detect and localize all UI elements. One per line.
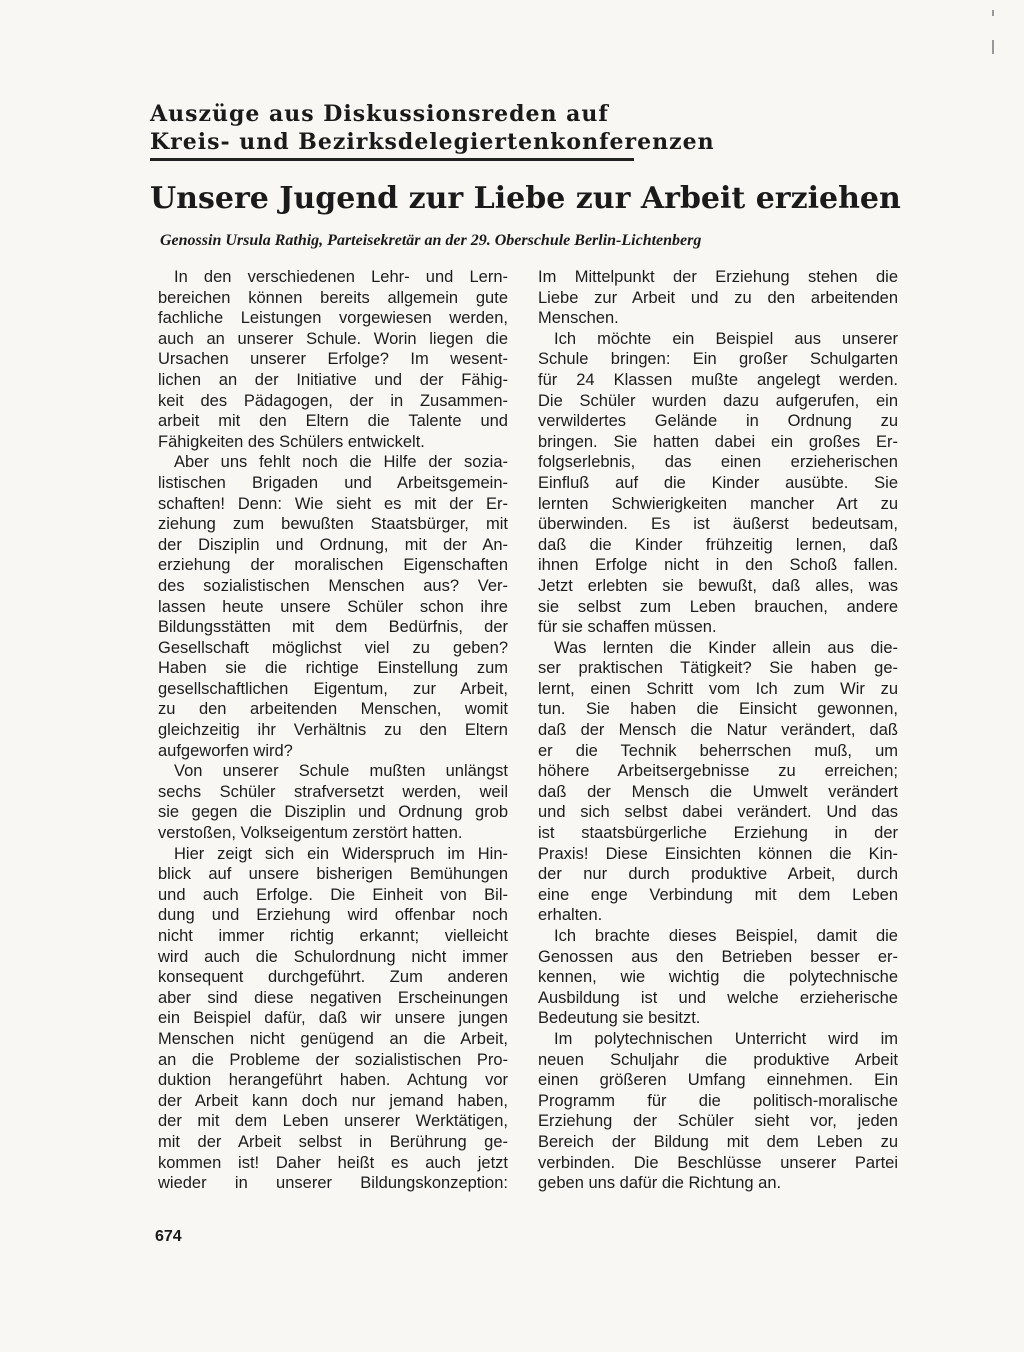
text-line: Schule bringen: Ein großer Schulgarten: [538, 350, 898, 369]
text-line: Bedeutung sie besitzt.: [538, 1009, 701, 1028]
text-line: Ich brachte dieses Beispiel, damit die: [554, 927, 898, 945]
text-line: Was lernten die Kinder allein aus die-: [554, 638, 898, 657]
text-line: sechs Schüler strafversetzt werden, weil: [158, 782, 508, 801]
text-line: eine enge Verbindung mit dem Leben: [538, 885, 898, 904]
text-line: lernt, einen Schritt vom Ich zum Wir zu: [538, 679, 898, 698]
text-line: Menschen.: [538, 309, 619, 328]
text-line: einen größeren Umfang einnehmen. Ein: [538, 1071, 898, 1090]
text-line: geben uns dafür die Richtung an.: [538, 1174, 782, 1193]
text-line: blick auf unsere bisherigen Bemühungen: [158, 865, 508, 884]
text-line: Bildungsstätten mit dem Bedürfnis, der: [158, 618, 508, 637]
text-line: erziehung der moralischen Eigenschaften: [158, 556, 508, 575]
text-line: tun. Sie haben die Einsicht gewonnen,: [538, 700, 898, 719]
section-title-line-2: Kreis- und Bezirksdelegiertenkonferenzen: [150, 129, 715, 155]
text-line: Genossen aus den Betrieben besser er-: [538, 947, 898, 966]
article-headline: Unsere Jugend zur Liebe zur Arbeit erziehen: [150, 181, 901, 216]
text-line: Menschen nicht genügend an die Arbeit,: [158, 1029, 508, 1048]
text-line: der mit dem Leben unserer Werktätigen,: [158, 1112, 508, 1131]
text-line: duktion herangeführt haben. Achtung vor: [158, 1071, 508, 1090]
text-line: und sich selbst dabei verändert. Und das: [538, 803, 898, 822]
text-line: arbeit mit den Eltern die Talente und: [158, 412, 508, 431]
text-line: verbinden. Die Beschlüsse unserer Partei: [538, 1153, 898, 1172]
text-line: für 24 Klassen mußte angelegt werden.: [538, 370, 898, 389]
text-line: lernten Schwierigkeiten mancher Art zu: [538, 494, 898, 513]
text-line: Bereich der Bildung mit dem Leben zu: [538, 1132, 898, 1151]
text-line: Programm für die politisch-moralische: [538, 1091, 898, 1110]
text-line: bringen. Sie hatten dabei ein großes Er-: [538, 432, 898, 451]
scan-mark: [992, 40, 994, 54]
text-line: mit der Arbeit selbst in Berührung ge-: [158, 1132, 508, 1151]
text-line: höhere Arbeitsergebnisse zu erreichen;: [538, 762, 898, 781]
text-line: neuen Schuljahr die produktive Arbeit: [538, 1050, 898, 1069]
text-line: verstoßen, Volkseigentum zerstört hatten.: [158, 824, 463, 843]
text-line: daß der Mensch die Natur verändert, daß: [538, 721, 898, 740]
text-line: Liebe zur Arbeit und zu den arbeitenden: [538, 288, 898, 307]
left-text-column: [158, 267, 508, 1194]
text-line: sie selbst zum Leben brauchen, andere: [538, 597, 898, 616]
text-line: ist staatsbürgerliche Erziehung in der: [538, 824, 898, 843]
text-line: ein Beispiel dafür, daß wir unsere jungen: [158, 1009, 508, 1028]
text-line: ziehung zum bewußten Staatsbürger, mit: [158, 515, 508, 534]
text-line: Ursachen unserer Erfolge? Im wesent-: [158, 350, 508, 369]
text-line: Einfluß auf die Kinder ausübte. Sie: [538, 473, 898, 492]
text-line: listischen Brigaden und Arbeitsgemein-: [158, 473, 508, 492]
text-line: wieder in unserer Bildungskonzeption:: [158, 1174, 508, 1193]
text-line: daß der Mensch die Umwelt verändert: [538, 782, 898, 801]
text-line: dung und Erziehung wird offenbar noch: [158, 906, 508, 925]
text-line: Im Mittelpunkt der Erziehung stehen die: [538, 268, 898, 286]
text-line: konsequent durchgeführt. Zum anderen: [158, 968, 508, 987]
text-line: daß die Kinder frühzeitig lernen, daß: [538, 535, 898, 554]
text-line: erhalten.: [538, 906, 603, 925]
text-line: auch an unserer Schule. Worin liegen die: [158, 329, 508, 348]
text-line: aufgeworfen wird?: [158, 741, 293, 760]
text-line: kennen, wie wichtig die polytechnische: [538, 968, 898, 987]
right-text-column: [538, 267, 898, 1194]
text-line: der nur durch produktive Arbeit, durch: [538, 865, 898, 884]
text-line: fachliche Leistungen vorgewiesen werden,: [158, 309, 508, 328]
text-line: Gesellschaft möglichst viel zu geben?: [158, 638, 508, 657]
text-line: Im polytechnischen Unterricht wird im: [554, 1029, 898, 1048]
text-line: zu den arbeitenden Menschen, womit: [158, 700, 508, 719]
text-line: Von unserer Schule mußten unlängst: [174, 762, 508, 781]
text-line: bereichen können bereits allgemein gute: [158, 288, 508, 307]
text-line: überwinden. Es ist äußerst bedeutsam,: [538, 515, 898, 534]
text-line: ser praktischen Tätigkeit? Sie haben ge-: [538, 659, 898, 678]
text-line: Fähigkeiten des Schülers entwickelt.: [158, 432, 425, 451]
page-number: 674: [155, 1228, 182, 1245]
article-byline: Genossin Ursula Rathig, Parteisekretär an der 29. Oberschule Berlin-Lichtenberg: [160, 232, 702, 249]
section-title: [150, 100, 715, 156]
text-line: Ich möchte ein Beispiel aus unserer: [554, 329, 898, 348]
text-line: nicht immer richtig erkannt; vielleicht: [158, 927, 508, 945]
text-line: an die Probleme der sozialistischen Pro-: [158, 1050, 508, 1069]
text-line: Haben sie die richtige Einstellung zum: [158, 659, 508, 678]
text-line: der Disziplin und Ordnung, mit der An-: [158, 535, 508, 554]
text-line: der Arbeit kann doch nur jemand haben,: [158, 1091, 508, 1110]
text-line: Jetzt erlebten sie bewußt, daß alles, was: [538, 576, 898, 595]
text-line: ihnen Erfolge nicht in den Schoß fallen.: [538, 556, 898, 575]
text-line: Die Schüler wurden dazu aufgerufen, ein: [538, 391, 898, 410]
text-line: schaften! Denn: Wie sieht es mit der Er-: [158, 494, 508, 513]
text-line: In den verschiedenen Lehr- und Lern-: [174, 268, 508, 286]
text-line: lassen heute unsere Schüler schon ihre: [158, 597, 508, 616]
text-line: keit des Pädagogen, der in Zusammen-: [158, 391, 508, 410]
text-line: des sozialistischen Menschen aus? Ver-: [158, 576, 508, 595]
text-line: aber sind diese negativen Erscheinungen: [158, 988, 508, 1007]
text-line: kommen ist! Daher heißt es auch jetzt: [158, 1153, 508, 1172]
section-divider: [150, 158, 634, 161]
text-line: sie gegen die Disziplin und Ordnung grob: [158, 803, 508, 822]
text-line: er die Technik beherrschen muß, um: [538, 741, 898, 760]
text-line: Ausbildung ist und welche erzieherische: [538, 988, 898, 1007]
text-line: gesellschaftlichen Eigentum, zur Arbeit,: [158, 679, 508, 698]
text-line: verwildertes Gelände in Ordnung zu: [538, 412, 898, 431]
text-line: gleichzeitig ihr Verhältnis zu den Eltern: [158, 721, 508, 740]
text-line: und auch Erfolge. Die Einheit von Bil-: [158, 885, 508, 904]
text-line: Hier zeigt sich ein Widerspruch im Hin-: [174, 844, 508, 863]
text-line: wird auch die Schulordnung nicht immer: [158, 947, 508, 966]
text-line: Praxis! Diese Einsichten können die Kin-: [538, 844, 898, 863]
text-line: lichen an der Initiative und der Fähig-: [158, 370, 508, 389]
text-line: für sie schaffen müssen.: [538, 618, 717, 637]
scan-mark: [992, 10, 994, 16]
text-line: Erziehung der Schüler sieht vor, jeden: [538, 1112, 898, 1131]
text-line: Aber uns fehlt noch die Hilfe der sozia-: [174, 453, 508, 472]
text-line: folgserlebnis, das einen erzieherischen: [538, 453, 898, 472]
section-title-line-1: Auszüge aus Diskussionsreden auf: [150, 101, 609, 127]
